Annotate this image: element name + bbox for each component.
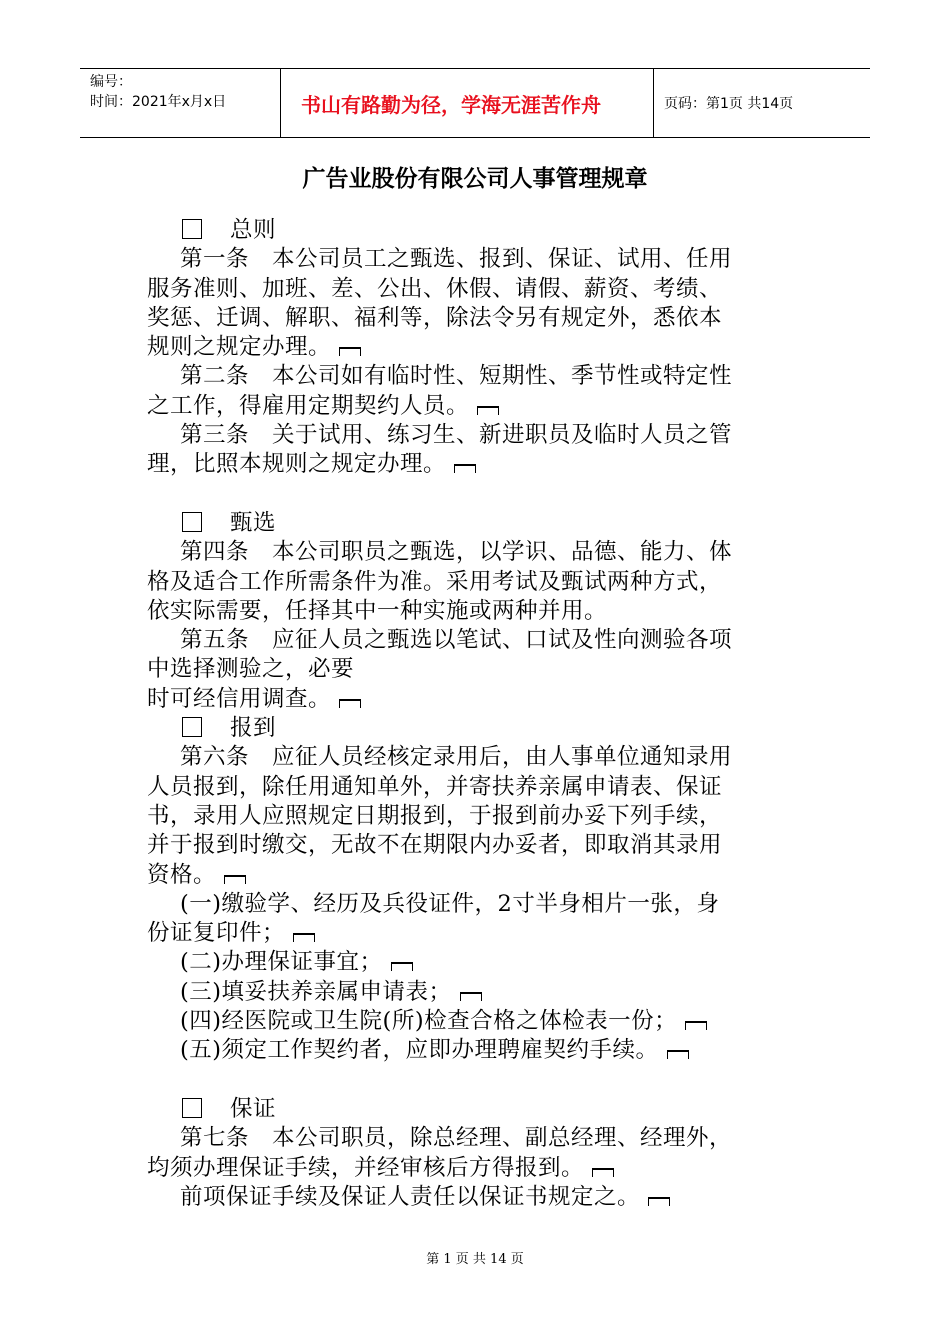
article-line: 奖惩、迁调、解职、福利等，除法令另有规定外，悉依本 [147, 304, 723, 331]
article-line: 时可经信用调查。 [147, 685, 812, 714]
article-line: 第七条 本公司职员，除总经理、副总经理、经理外， [180, 1125, 733, 1152]
article-line: 服务准则、加班、差、公出、休假、请假、薪资、考绩、 [147, 275, 723, 302]
list-item: (三)填妥扶养亲属申请表； [147, 978, 812, 1007]
article-line: 中选择测验之，必要 [147, 656, 355, 683]
paragraph-mark-icon [648, 1197, 670, 1206]
article-line: 格及适合工作所需条件为准。采用考试及甄试两种方式， [147, 568, 723, 595]
section-heading-general: 总则 [147, 216, 812, 245]
checkbox-icon [182, 717, 202, 737]
header-table [80, 68, 870, 138]
paragraph-mark-icon [454, 464, 476, 473]
paragraph-mark-icon [667, 1050, 689, 1059]
paragraph-mark-icon [460, 992, 482, 1001]
list-item: (一)缴验学、经历及兵役证件，2寸半身相片一张，身 [180, 890, 720, 917]
paragraph-mark-icon [685, 1021, 707, 1030]
article-line: 均须办理保证手续，并经审核后方得报到。 [147, 1154, 812, 1183]
paragraph-mark-icon [224, 875, 246, 884]
article-line: 第三条 关于试用、练习生、新进职员及临时人员之管 [180, 422, 733, 449]
section-heading-guarantee: 保证 [147, 1095, 812, 1124]
section-heading-selection: 甄选 [147, 509, 812, 538]
article-line: 之工作，得雇用定期契约人员。 [147, 392, 812, 421]
list-item: 份证复印件； [147, 919, 812, 948]
header-meta-cell [80, 69, 281, 137]
article-line: 理，比照本规则之规定办理。 [147, 450, 812, 479]
section-heading-report: 报到 [147, 714, 812, 743]
paragraph-mark-icon [339, 699, 361, 708]
article-line: 人员报到，除任用通知单外，并寄扶养亲属申请表、保证 [147, 773, 723, 800]
checkbox-icon [182, 219, 202, 239]
document-body [147, 216, 812, 1212]
page-footer: 第 1 页 共 14 页 [426, 1252, 524, 1267]
paragraph-mark-icon [339, 347, 361, 356]
article-line: 第四条 本公司职员之甄选，以学识、品德、能力、体 [180, 539, 733, 566]
blank-line [147, 1066, 812, 1095]
checkbox-icon [182, 512, 202, 532]
article-line: 第五条 应征人员之甄选以笔试、口试及性向测验各项 [180, 627, 733, 654]
article-line: 并于报到时缴交，无故不在期限内办妥者，即取消其录用 [147, 832, 723, 859]
article-line: 规则之规定办理。 [147, 333, 812, 362]
header-motto: 书山有路勤为径，学海无涯苦作舟 [281, 69, 654, 137]
list-item: (二)办理保证事宜； [147, 948, 812, 977]
article-line: 第二条 本公司如有临时性、短期性、季节性或特定性 [180, 363, 733, 390]
article-line: 书，录用人应照规定日期报到，于报到前办妥下列手续， [147, 802, 723, 829]
document-date-label: 时间：2021年x月x日 [90, 94, 227, 110]
list-item: (五)须定工作契约者，应即办理聘雇契约手续。 [147, 1036, 812, 1065]
paragraph-mark-icon [592, 1168, 614, 1177]
article-line: 前项保证手续及保证人责任以保证书规定之。 [147, 1183, 812, 1212]
blank-line [147, 480, 812, 509]
article-line: 资格。 [147, 861, 812, 890]
header-page-info: 页码：第1页 共14页 [664, 96, 794, 112]
article-line: 第六条 应征人员经核定录用后，由人事单位通知录用 [180, 744, 733, 771]
list-item: (四)经医院或卫生院(所)检查合格之体检表一份； [147, 1007, 812, 1036]
article-line: 第一条 本公司员工之甄选、报到、保证、试用、任用 [180, 246, 733, 273]
checkbox-icon [182, 1098, 202, 1118]
paragraph-mark-icon [293, 933, 315, 942]
document-number-label: 编号： [90, 74, 132, 90]
paragraph-mark-icon [477, 406, 499, 415]
article-line: 依实际需要，任择其中一种实施或两种并用。 [147, 597, 608, 624]
document-title: 广告业股份有限公司人事管理规章 [302, 166, 648, 192]
paragraph-mark-icon [391, 962, 413, 971]
